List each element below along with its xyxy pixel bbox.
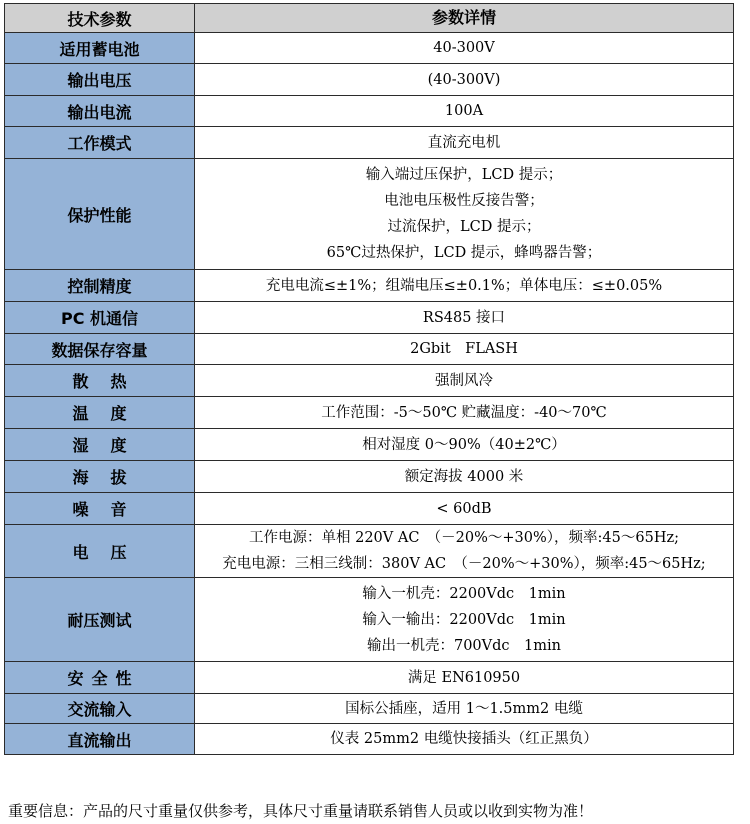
header-col-params: 技术参数	[5, 4, 195, 33]
value-line: 直流充电机	[427, 134, 501, 151]
row-value	[195, 724, 734, 755]
value-line: 国标公插座，适用 1～1.5mm2 电缆	[345, 700, 583, 717]
table-header-row	[5, 4, 734, 33]
row-label: 控制精度	[5, 270, 195, 302]
value-line: 输入端过压保护，LCD 提示；	[365, 167, 563, 183]
row-value	[195, 662, 734, 694]
value-line: 输入一输出：2200Vdc 1min	[362, 611, 566, 628]
table-row	[5, 365, 734, 397]
table-row	[5, 724, 734, 755]
row-label: 噪音	[5, 493, 195, 525]
table-row	[5, 334, 734, 365]
table-row	[5, 127, 734, 159]
spec-body	[5, 33, 734, 755]
row-label: 数据保存容量	[5, 334, 195, 365]
table-row	[5, 270, 734, 302]
row-label: PC 机通信	[5, 302, 195, 334]
table-row	[5, 33, 734, 64]
row-value	[195, 64, 734, 96]
table-row	[5, 525, 734, 578]
value-line: 额定海拔 4000 米	[404, 468, 524, 485]
row-value	[195, 334, 734, 365]
value-line: 2Gbit FLASH	[410, 341, 518, 357]
value-line: RS485 接口	[422, 309, 506, 326]
row-value	[195, 397, 734, 429]
table-row	[5, 694, 734, 724]
value-line: 充电电流≤±1%；组端电压≤±0.1%；单体电压：≤±0.05%	[265, 277, 663, 294]
table-row	[5, 578, 734, 662]
row-value	[195, 461, 734, 493]
row-label: 输出电流	[5, 96, 195, 127]
row-label: 保护性能	[5, 159, 195, 270]
value-line: 100A	[444, 103, 484, 119]
value-line: 输入一机壳：2200Vdc 1min	[362, 585, 566, 602]
table-row	[5, 397, 734, 429]
row-label: 散热	[5, 365, 195, 397]
table-row	[5, 64, 734, 96]
row-value	[195, 365, 734, 397]
spec-table	[4, 3, 734, 755]
row-label: 海拔	[5, 461, 195, 493]
row-label: 电压	[5, 525, 195, 578]
value-line: 工作范围：-5～50℃ 贮藏温度：-40～70℃	[321, 404, 607, 421]
row-value	[195, 493, 734, 525]
value-line: 充电电源：三相三线制：380V AC （－20%～+30%），频率:45～65Hz;	[222, 556, 706, 572]
value-line: 仪表 25mm2 电缆快接插头（红正黑负）	[330, 731, 598, 747]
value-line: 65℃过热保护，LCD 提示，蜂鸣器告警；	[326, 245, 602, 261]
table-row	[5, 461, 734, 493]
value-line: 工作电源：单相 220V AC （－20%～+30%），频率:45～65Hz;	[249, 530, 679, 546]
row-label: 工作模式	[5, 127, 195, 159]
value-line: 相对湿度 0～90%（40±2℃）	[362, 436, 566, 453]
table-row	[5, 159, 734, 270]
row-value	[195, 96, 734, 127]
row-label: 适用蓄电池	[5, 33, 195, 64]
value-line: 满足 EN610950	[407, 669, 521, 686]
row-label: 交流输入	[5, 694, 195, 724]
row-value	[195, 302, 734, 334]
value-line: < 60dB	[436, 500, 492, 517]
row-value	[195, 694, 734, 724]
value-line: 强制风冷	[435, 372, 493, 389]
row-value	[195, 525, 734, 578]
value-line: 电池电压极性反接告警；	[384, 193, 544, 209]
row-label: 耐压测试	[5, 578, 195, 662]
value-line: 40-300V	[433, 40, 495, 56]
row-value	[195, 270, 734, 302]
row-value	[195, 159, 734, 270]
row-value	[195, 578, 734, 662]
row-label: 温度	[5, 397, 195, 429]
row-value	[195, 33, 734, 64]
value-line: (40-300V)	[427, 71, 501, 88]
footer-note: 重要信息：产品的尺寸重量仅供参考，具体尺寸重量请联系销售人员或以收到实物为准！	[8, 802, 594, 820]
row-label: 安全性	[5, 662, 195, 694]
value-line: 过流保护，LCD 提示；	[387, 219, 541, 235]
row-label: 湿度	[5, 429, 195, 461]
row-value	[195, 429, 734, 461]
row-value	[195, 127, 734, 159]
table-row	[5, 429, 734, 461]
row-label: 输出电压	[5, 64, 195, 96]
table-row	[5, 662, 734, 694]
header-col-details: 参数详情	[195, 4, 734, 33]
table-row	[5, 96, 734, 127]
table-row	[5, 493, 734, 525]
value-line: 输出一机壳：700Vdc 1min	[366, 637, 561, 654]
table-row	[5, 302, 734, 334]
row-label: 直流输出	[5, 724, 195, 755]
